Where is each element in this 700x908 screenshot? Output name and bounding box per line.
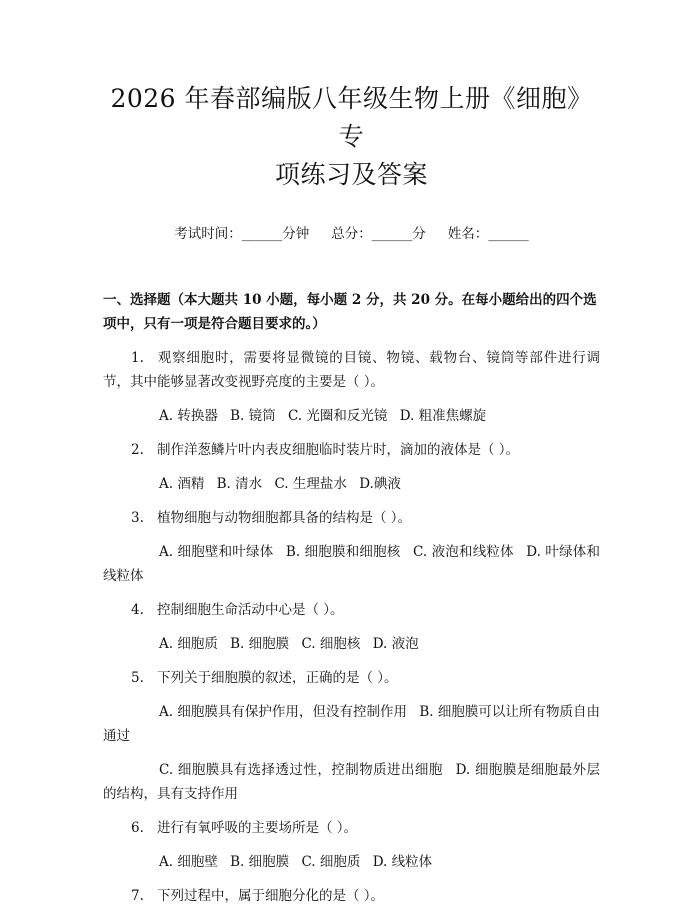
option-item: C. 细胞质	[301, 854, 361, 870]
option-item: D.碘液	[359, 476, 401, 492]
option-item: B. 镜筒	[230, 408, 276, 424]
question-5-options	[103, 758, 600, 806]
question-number: 7.	[131, 888, 144, 904]
question-number: 4.	[131, 602, 144, 618]
question-list	[103, 346, 600, 908]
question-stem: 制作洋葱鳞片叶内表皮细胞临时装片时，滴加的液体是（ ）。	[157, 442, 520, 458]
option-item: D. 液泡	[372, 636, 419, 652]
option-item: C. 液泡和线粒体	[412, 544, 514, 560]
question-2	[103, 438, 600, 462]
option-item: C. 光圈和反光镜	[287, 408, 388, 424]
option-item: D. 叶绿体和线粒体	[103, 544, 601, 584]
question-stem: 下列关于细胞膜的叙述，正确的是（ ）。	[157, 670, 398, 686]
exam-time: 考试时间：______分钟	[174, 226, 310, 242]
exam-info	[103, 224, 600, 244]
question-stem: 下列过程中，属于细胞分化的是（ ）。	[157, 888, 385, 904]
title-line-2: 项练习及答案	[274, 160, 428, 189]
question-number: 6.	[131, 820, 144, 836]
question-4	[103, 598, 600, 622]
option-item: B. 细胞膜	[230, 854, 290, 870]
option-item: C. 细胞膜具有选择透过性，控制物质进出细胞	[159, 762, 443, 778]
option-item: B. 清水	[216, 476, 263, 492]
option-item: A. 细胞质	[159, 636, 218, 652]
question-number: 1.	[131, 350, 144, 366]
option-item: C. 生理盐水	[274, 476, 347, 492]
option-item: B. 细胞膜和细胞核	[285, 544, 401, 560]
student-name: 姓名：______	[447, 226, 529, 242]
question-number: 3.	[131, 510, 144, 526]
question-number: 2.	[131, 442, 144, 458]
question-3	[103, 506, 600, 530]
option-item: C. 细胞核	[301, 636, 361, 652]
question-6-options	[103, 850, 600, 874]
option-item: A. 细胞膜具有保护作用，但没有控制作用	[159, 704, 408, 720]
exam-total-score: 总分：______分	[331, 226, 426, 242]
option-item: D. 细胞膜是细胞最外层的结构，具有支持作用	[103, 762, 601, 802]
option-item: A. 细胞壁和叶绿体	[159, 544, 274, 560]
section-heading-multiple-choice: 一、选择题（本大题共 10 小题，每小题 2 分，共 20 分。在每小题给出的四个选项中，只有一项是符合题目要求的。）	[103, 292, 597, 332]
page-title	[103, 80, 600, 194]
option-item: B. 细胞膜可以让所有物质自由通过	[103, 704, 600, 744]
option-item: A. 转换器	[159, 408, 218, 424]
question-stem: 进行有氧呼吸的主要场所是（ ）。	[157, 820, 358, 836]
question-1-options	[103, 404, 600, 428]
question-5-options	[103, 700, 600, 748]
title-line-1: 2026 年春部编版八年级生物上册《细胞》专	[110, 84, 593, 151]
question-6	[103, 816, 600, 840]
question-stem: 观察细胞时，需要将显微镜的目镜、物镜、载物台、镜筒等部件进行调节，其中能够显著改变视野亮度的主要是（ ）。	[103, 350, 600, 390]
question-2-options	[103, 472, 600, 496]
question-5	[103, 666, 600, 690]
option-item: D. 粗准焦螺旋	[399, 408, 487, 424]
question-1	[103, 346, 600, 394]
question-stem: 植物细胞与动物细胞都具备的结构是（ ）。	[157, 510, 412, 526]
question-number: 5.	[131, 670, 144, 686]
option-item: A. 酒精	[159, 476, 205, 492]
question-stem: 控制细胞生命活动中心是（ ）。	[157, 602, 344, 618]
question-7	[103, 884, 600, 908]
question-4-options	[103, 632, 600, 656]
question-3-options	[103, 540, 600, 588]
option-item: D. 线粒体	[372, 854, 433, 870]
option-item: A. 细胞壁	[159, 854, 218, 870]
option-item: B. 细胞膜	[230, 636, 290, 652]
